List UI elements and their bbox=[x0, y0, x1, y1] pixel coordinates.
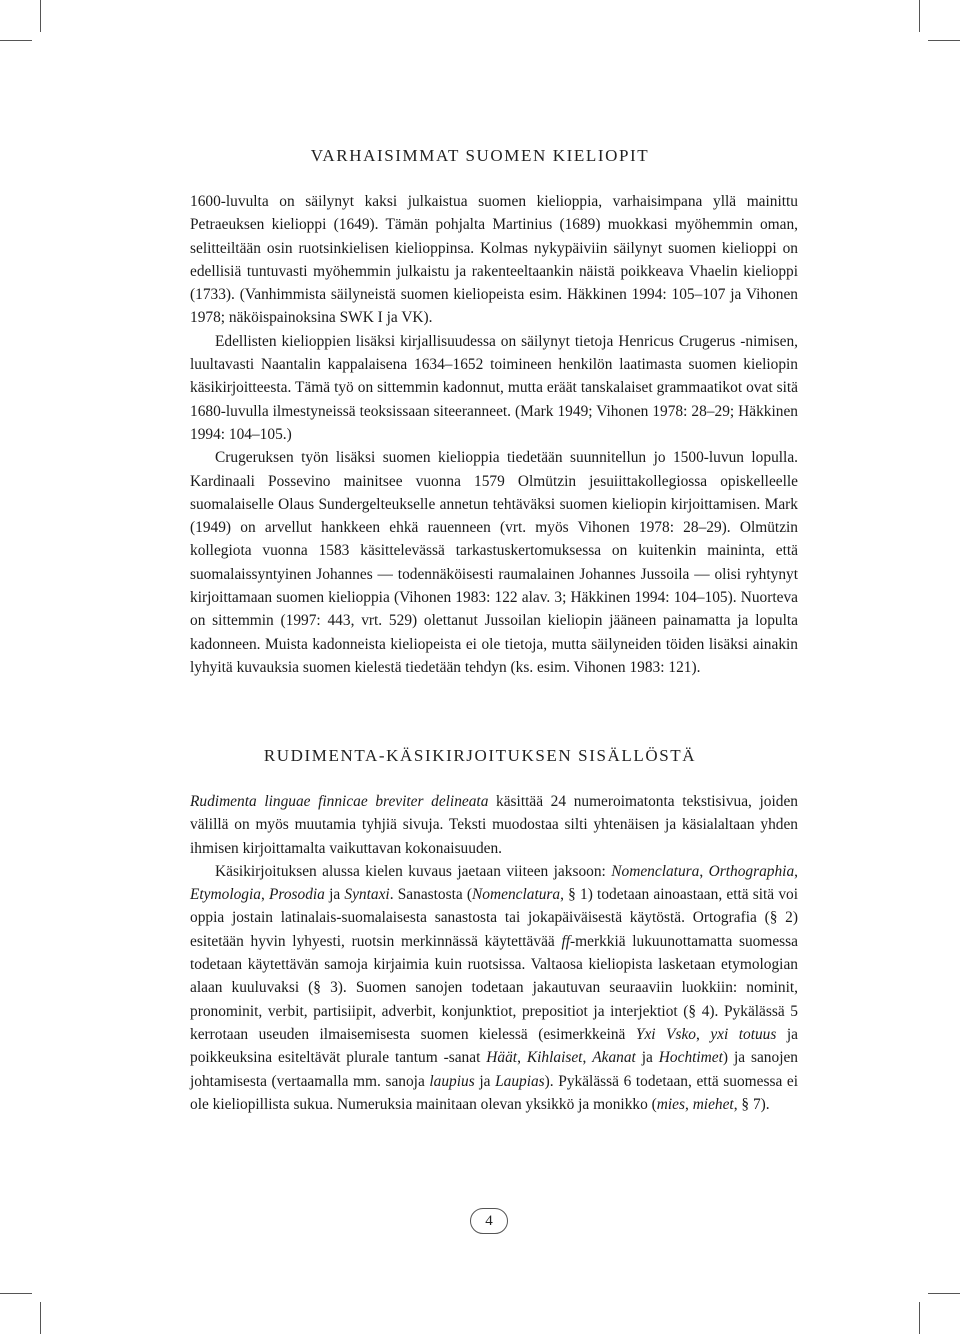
crop-mark-bottom-left-horizontal bbox=[0, 1293, 32, 1294]
text-run: , bbox=[582, 1049, 593, 1067]
paragraph bbox=[190, 790, 798, 860]
term: Syntaxi bbox=[344, 886, 390, 904]
term: Orthographia bbox=[708, 862, 795, 880]
term: ff bbox=[561, 932, 571, 950]
crop-mark-bottom-left-vertical bbox=[40, 1302, 41, 1334]
text-run: ). Pykälässä 6 todetaan, että suomessa ei ole kieliopillista sukua. Numeruksia mainitaan olevan yksikkö ja monikko ( bbox=[190, 1072, 798, 1113]
crop-mark-top-right-vertical bbox=[919, 0, 920, 32]
text-run: käsittää 24 numeroimatonta tekstisivua, joiden välillä on myös muutamia tyhjiä sivuja. Teksti muodostaa silti yhtenäisen ja käsialaltaan yhden ihmisen kirjoittamalta vaikuttavan kokonaisuuden. bbox=[190, 793, 798, 857]
term: Prosodia bbox=[269, 886, 325, 904]
term: Nomenclatura bbox=[611, 862, 700, 880]
term: Kihlaiset bbox=[526, 1049, 583, 1067]
text-run: ja bbox=[324, 886, 345, 904]
text-run: , § 1) todetaan ainoastaan, että sitä voi oppia jostain latinalais-suomalaisesta sanastosta tai jokapäiväisestä käytöstä. Ortografia (§ 2) esitetään hyvin lyhyesti, ruotsin merkinnässä käytettävää bbox=[190, 886, 798, 950]
term: yxi totuus bbox=[710, 1025, 777, 1043]
text-run: ) ja sanojen johtamisesta (vertaamalla mm. sanoja bbox=[190, 1049, 799, 1090]
term: mies bbox=[656, 1095, 685, 1113]
text-run: , bbox=[684, 1095, 693, 1113]
section-heading-rudimenta: RUDIMENTA-KÄSIKIRJOITUKSEN SISÄLLÖSTÄ bbox=[263, 746, 697, 765]
text-run: -merkkiä lukuunottamatta suomessa todetaan käytettävän samoja kirjaimia kuin ruotsissa. Valtaosa kieliopista lasketaan etymologian alaan kuuluvaksi (§ 3). Suomen sanojen todetaan jakautuvan seuraaviin luokkiin: nominit, pronominit, verbit, partisiipit, adverbit, konjunktiot, prepositiot ja interjektiot (§ 4). Pykälässä 5 kerrotaan useuden ilmaisemisesta suomen kielessä (esimerkkeinä bbox=[190, 932, 798, 1043]
text-run: Käsikirjoituksen alussa kielen kuvaus jaetaan viiteen jaksoon: bbox=[215, 862, 612, 880]
term: Nomenclatura bbox=[472, 886, 561, 904]
crop-mark-bottom-right-vertical bbox=[919, 1302, 920, 1334]
term: Yxi Vsko bbox=[635, 1025, 696, 1043]
section-heading-varhaisimmat: VARHAISIMMAT SUOMEN KIELIOPIT bbox=[310, 146, 650, 165]
text-run: . Sanastosta ( bbox=[389, 886, 473, 904]
term: miehet bbox=[692, 1095, 734, 1113]
text-run: ja bbox=[635, 1049, 659, 1067]
section-body-rudimenta bbox=[190, 790, 798, 1116]
paragraph: Edellisten kielioppien lisäksi kirjallisuudessa on säilynyt tietoja Henricus Crugerus -nimisen, luultavasti Naantalin kappalaisena 1634–1652 toimineen henkilön laatimasta suomen kieliopin käsikirjoitteesta. Tämä työ on sittemmin kadonnut, mutta eräät tanskalaiset grammaatikot ovat sitä 1680-luvulla ilmestyneissä teoksissaan siteeranneet. (Mark 1949; Vihonen 1978: 28–29; Häkkinen 1994: 104–105.) bbox=[190, 332, 798, 443]
crop-mark-top-right-horizontal bbox=[928, 40, 960, 41]
text-run: , bbox=[794, 862, 798, 880]
work-title: Rudimenta linguae finnicae breviter delineata bbox=[190, 793, 489, 810]
paragraph: 1600-luvulta on säilynyt kaksi julkaistua suomen kielioppia, varhaisimpana yllä mainittu Petraeuksen kielioppi (1649). Tämän pohjalta Martinius (1689) muokkasi myöhemmin oman, selitteiltään osin ruotsinkielisen kielioppinsa. Kolmas nykypäiviin säilynyt suomen kielioppi on edellisiä tuntuvasti myöhemmin julkaistu ja rakenteeltaankin näistä poikkeava Vhaelin kielioppi (1733). (Vanhimmista säilyneistä suomen kieliopeista esim. Häkkinen 1994: 105–107 ja Vihonen 1978; näköispainoksina SWK I ja VK). bbox=[190, 193, 798, 327]
term: Akanat bbox=[592, 1049, 636, 1067]
term: Hochtimet bbox=[658, 1049, 723, 1067]
term: Laupias bbox=[495, 1072, 545, 1090]
text-run: ja poikkeuksina esiteltävät plurale tantum -sanat bbox=[190, 1025, 798, 1067]
crop-mark-top-left-vertical bbox=[40, 0, 41, 32]
text-run: , bbox=[695, 1025, 711, 1043]
text-run: , bbox=[517, 1049, 527, 1067]
term: laupius bbox=[429, 1072, 475, 1090]
crop-mark-bottom-right-horizontal bbox=[928, 1293, 960, 1294]
term: Häät bbox=[486, 1049, 518, 1067]
text-run: , bbox=[699, 862, 709, 880]
paragraph: Crugeruksen työn lisäksi suomen kielioppia tiedetään suunnitellun jo 1500-luvun lopulla. Kardinaali Possevino mainitsee vuonna 1579 Olmützin jesuiittakollegiossa opiskelleelle suomalaiselle Olaus Sundergelteukselle annetun tehtäväksi suomen kieliopin kirjoittamisen. Mark (1949) on arvellut hankkeen ehkä rauenneen (vrt. myös Vihonen 1978: 28–29). Olmützin kollegiota vuonna 1583 käsittelevässä tarkastuskertomuksessa on kuitenkin maininta, että suomalaissyntyinen Johannes — todennäköisesti raumalainen Johannes Jussoila — olisi ryhtynyt kirjoittamaan suomen kielioppia (Vihonen 1983: 122 alav. 3; Häkkinen 1994: 104–105). Nuorteva on sittemmin (1997: 443, vrt. 529) olettanut Jussoilan kieliopin jääneen painamatta ja lopulta kadonneen. Muista kadonneista kieliopeista ei ole tietoja, mutta säilyneiden töiden lisäksi ainakin lyhyitä kuvauksia suomen kielestä tiedetään tehdyn (ks. esim. Vihonen 1983: 121). bbox=[190, 449, 798, 676]
section-body-varhaisimmat bbox=[190, 190, 798, 679]
paragraph bbox=[190, 860, 798, 1116]
text-run: , § 7). bbox=[733, 1095, 770, 1113]
text-run: , bbox=[260, 886, 270, 904]
text-run: ja bbox=[474, 1072, 496, 1090]
crop-mark-top-left-horizontal bbox=[0, 40, 32, 41]
term: Etymologia bbox=[190, 886, 261, 904]
page-number: 4 bbox=[470, 1208, 508, 1234]
